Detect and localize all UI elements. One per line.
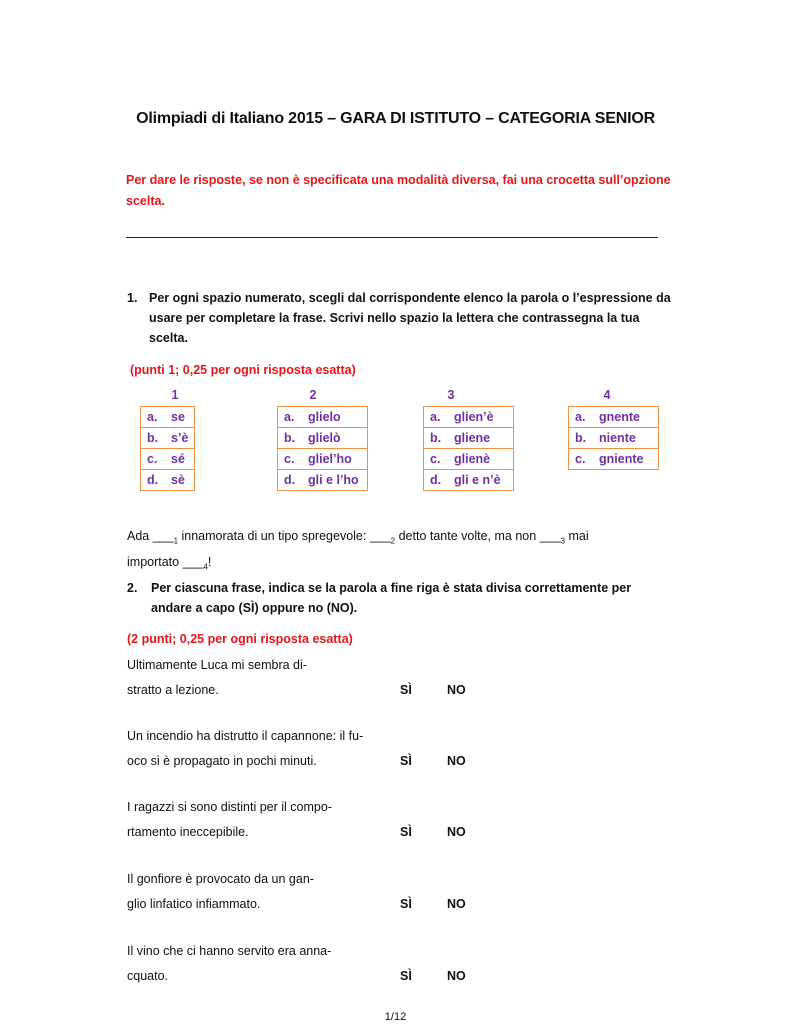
- yes-option[interactable]: SÌ: [400, 754, 412, 768]
- option-row[interactable]: [141, 470, 195, 491]
- option-text: glien’è: [454, 410, 494, 424]
- option-row[interactable]: [424, 407, 514, 428]
- option-letter: c.: [147, 452, 158, 466]
- option-letter: d.: [147, 473, 159, 487]
- option-letter: c.: [430, 452, 441, 466]
- options-table-3: [423, 406, 514, 491]
- item-line-2: cquato.: [127, 969, 169, 983]
- option-text: sè: [171, 473, 185, 487]
- page-title: Olimpiadi di Italiano 2015 – GARA DI ISTITUTO – CATEGORIA SENIOR: [136, 110, 655, 127]
- option-row[interactable]: [278, 428, 368, 449]
- item-line-1: I ragazzi si sono distinti per il compo-: [127, 800, 332, 814]
- sentence-part: mai importato ___: [127, 529, 589, 569]
- no-option[interactable]: NO: [447, 754, 466, 768]
- question-2-number: 2.: [127, 581, 138, 595]
- column-header-4: 4: [603, 388, 611, 402]
- divider: [126, 237, 658, 238]
- question-2-text: Per ciascuna frase, indica se la parola a fine riga è stata divisa correttamente per andare a capo (SÌ) oppure no (NO).: [151, 581, 632, 615]
- item-line-2: glio linfatico infiammato.: [127, 897, 261, 911]
- fill-in-sentence: [127, 526, 627, 577]
- item-line-2: oco si è propagato in pochi minuti.: [127, 754, 317, 768]
- option-letter: b.: [147, 431, 159, 445]
- question-2-points: (2 punti; 0,25 per ogni risposta esatta): [127, 632, 353, 646]
- option-row[interactable]: [278, 470, 368, 491]
- option-text: glielo: [308, 410, 341, 424]
- no-option[interactable]: NO: [447, 969, 466, 983]
- sentence-part: !: [207, 554, 212, 569]
- item-line-2: rtamento ineccepibile.: [127, 825, 249, 839]
- option-row[interactable]: [569, 449, 659, 470]
- blank-number: 2: [390, 536, 396, 546]
- no-option[interactable]: NO: [447, 897, 466, 911]
- yes-option[interactable]: SÌ: [400, 825, 412, 839]
- item-line-2: stratto a lezione.: [127, 683, 219, 697]
- blank-number: 3: [560, 536, 565, 546]
- option-letter: a.: [284, 410, 295, 424]
- question-1-text: Per ogni spazio numerato, scegli dal corrispondente elenco la parola o l’espressione da usare per completare la frase. Scrivi nello spazio la lettera che contrassegna la tua scelta.: [149, 291, 671, 345]
- item-line-1: Il gonfiore è provocato da un gan-: [127, 872, 314, 886]
- item-line-1: Un incendio ha distrutto il capannone: il fu-: [127, 729, 364, 743]
- options-table-2: [277, 406, 368, 491]
- instructions: Per dare le risposte, se non è specificata una modalità diversa, fai una crocetta sull’opzione scelta.: [126, 173, 671, 208]
- option-text: glienè: [454, 452, 491, 466]
- blank-number: 4: [203, 562, 208, 571]
- question-1-points: (punti 1; 0,25 per ogni risposta esatta): [130, 363, 356, 377]
- sentence-part: innamorata di un tipo spregevole: ___: [178, 529, 391, 543]
- option-row[interactable]: [141, 407, 195, 428]
- question-1-number: 1.: [127, 291, 138, 305]
- option-text: sé: [171, 452, 185, 466]
- item-line-1: Ultimamente Luca mi sembra di-: [127, 658, 307, 672]
- option-letter: b.: [284, 431, 296, 445]
- exercise-item: [127, 653, 307, 703]
- option-letter: c.: [284, 452, 295, 466]
- option-row[interactable]: [424, 470, 514, 491]
- option-row[interactable]: [424, 428, 514, 449]
- no-option[interactable]: NO: [447, 825, 466, 839]
- option-letter: d.: [284, 473, 296, 487]
- option-letter: b.: [430, 431, 442, 445]
- exercise-item: [127, 724, 363, 774]
- option-row[interactable]: [278, 449, 368, 470]
- option-text: gliene: [454, 431, 491, 445]
- option-text: gli e l’ho: [308, 473, 359, 487]
- option-text: gnente: [599, 410, 640, 424]
- column-header-3: 3: [447, 388, 455, 402]
- option-row[interactable]: [569, 428, 659, 449]
- option-row[interactable]: [569, 407, 659, 428]
- page-number: 1/12: [384, 1011, 407, 1023]
- options-table-4: [568, 406, 659, 470]
- sentence-part: detto tante volte, ma non ___: [395, 529, 561, 543]
- option-letter: a.: [575, 410, 586, 424]
- option-row[interactable]: [278, 407, 368, 428]
- option-letter: c.: [575, 452, 586, 466]
- option-row[interactable]: [424, 449, 514, 470]
- option-row[interactable]: [141, 449, 195, 470]
- option-text: glielò: [308, 431, 341, 445]
- column-header-2: 2: [309, 388, 317, 402]
- option-letter: a.: [147, 410, 158, 424]
- sentence-part: Ada ___: [127, 529, 174, 543]
- option-text: niente: [599, 431, 636, 445]
- item-line-1: Il vino che ci hanno servito era anna-: [127, 944, 332, 958]
- option-text: gli e n’è: [454, 473, 501, 487]
- yes-option[interactable]: SÌ: [400, 969, 412, 983]
- option-text: se: [171, 410, 185, 424]
- option-letter: d.: [430, 473, 442, 487]
- option-text: gniente: [599, 452, 644, 466]
- exercise-item: [127, 795, 332, 845]
- option-text: gliel’ho: [308, 452, 352, 466]
- option-row[interactable]: [141, 428, 195, 449]
- no-option[interactable]: NO: [447, 683, 466, 697]
- column-header-1: 1: [171, 388, 179, 402]
- blank-number: 1: [173, 536, 179, 546]
- exercise-item: [127, 939, 331, 989]
- option-letter: a.: [430, 410, 441, 424]
- option-letter: b.: [575, 431, 587, 445]
- yes-option[interactable]: SÌ: [400, 897, 412, 911]
- exercise-item: [127, 867, 314, 917]
- yes-option[interactable]: SÌ: [400, 683, 412, 697]
- option-text: s’è: [171, 431, 189, 445]
- options-table-1: [140, 406, 195, 491]
